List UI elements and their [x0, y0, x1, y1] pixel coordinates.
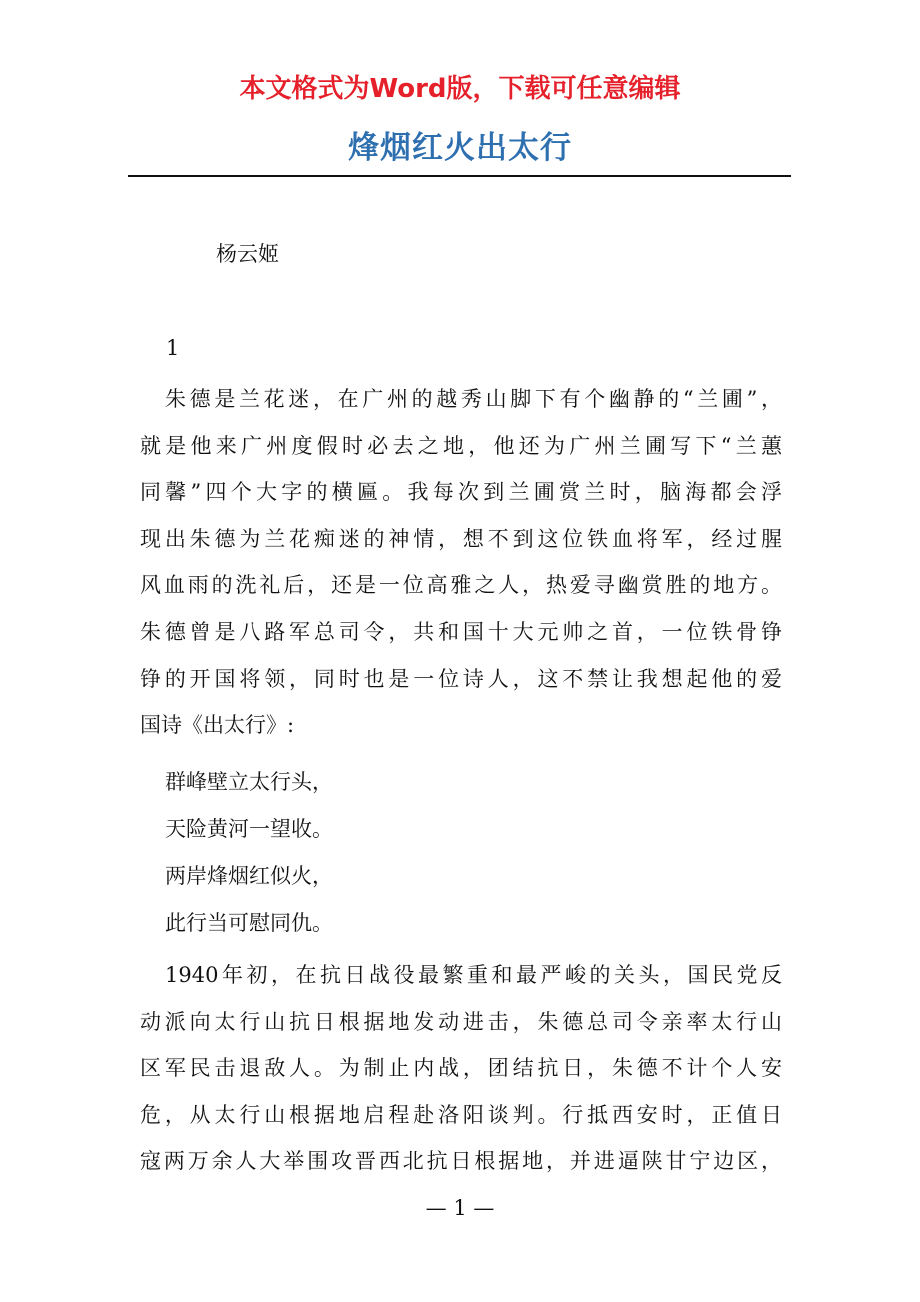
paragraph-line: 1940年初，在抗日战役最繁重和最严峻的关头，国民党反 [165, 963, 782, 987]
title-divider [128, 175, 791, 177]
paragraph-line: 朱德曾是八路军总司令，共和国十大元帅之首，一位铁骨铮 [140, 619, 782, 644]
section-number: 1 [166, 336, 180, 360]
paragraph-line: 铮的开国将领，同时也是一位诗人，这不禁让我想起他的爱 [140, 666, 782, 691]
poem-line: 两岸烽烟红似火， [165, 864, 333, 888]
paragraph-line: 寇两万余人大举围攻晋西北抗日根据地，并进逼陕甘宁边区， [140, 1149, 782, 1174]
paragraph-line: 国诗《出太行》: [140, 713, 295, 738]
word-format-notice: 本文格式为Word版，下载可任意编辑 [239, 74, 681, 104]
paragraph-1 [140, 376, 782, 749]
author: 杨云姬 [216, 242, 279, 266]
paragraph-line: 朱德是兰花迷，在广州的越秀山脚下有个幽静的“兰圃”， [165, 387, 782, 411]
paragraph-line: 动派向太行山抗日根据地发动进击，朱德总司令亲率太行山 [140, 1009, 782, 1034]
poem-line: 天险黄河一望收。 [165, 817, 333, 841]
paragraph-line: 风血雨的洗礼后，还是一位高雅之人，热爱寻幽赏胜的地方。 [140, 573, 782, 598]
paragraph-line: 现出朱德为兰花痴迷的神情，想不到这位铁血将军，经过腥 [140, 526, 782, 551]
poem-line: 此行当可慰同仇。 [165, 911, 333, 935]
paragraph-line: 区军民击退敌人。为制止内战，团结抗日，朱德不计个人安 [140, 1056, 782, 1081]
paragraph-line: 危，从太行山根据地启程赴洛阳谈判。行抵西安时，正值日 [140, 1102, 782, 1127]
poem-line: 群峰壁立太行头， [165, 770, 333, 794]
paragraph-line: 就是他来广州度假时必去之地，他还为广州兰圃写下“兰蕙 [140, 433, 782, 458]
page-number: — 1 — [425, 1196, 495, 1220]
paragraph-2 [140, 952, 782, 1185]
document-title: 烽烟红火出太行 [348, 130, 572, 166]
poem [165, 759, 333, 947]
paragraph-line: 同馨”四个大字的横匾。我每次到兰圃赏兰时，脑海都会浮 [140, 480, 782, 505]
